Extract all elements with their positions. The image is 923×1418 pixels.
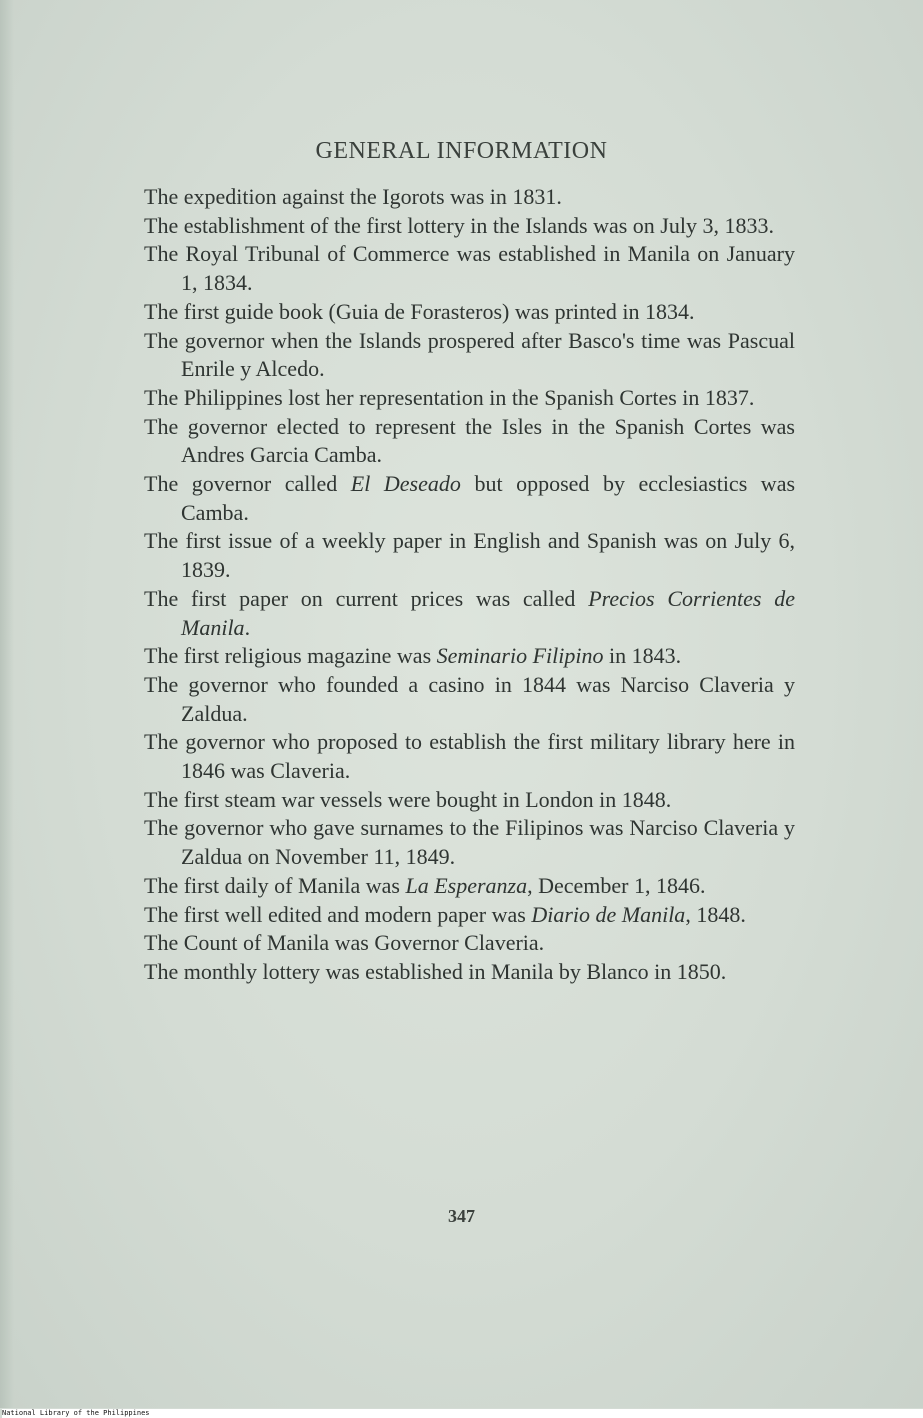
list-item: The governor who proposed to establish the first military library here in 1846 was Claveria. bbox=[144, 729, 795, 784]
list-item: The Philippines lost her representation in the Spanish Cortes in 1837. bbox=[144, 384, 755, 410]
list-item: The first issue of a weekly paper in English and Spanish was on July 6, 1839. bbox=[144, 528, 795, 583]
list-item: The first well edited and modern paper was Diario de Manila, 1848. bbox=[144, 901, 746, 927]
list-item: The governor when the Islands prospered after Basco's time was Pascual Enrile y Alcedo. bbox=[144, 327, 795, 382]
list-item: The governor called El Deseado but opposed by ecclesiastics was Camba. bbox=[144, 471, 796, 525]
italic-title: Seminario Filipino bbox=[436, 643, 604, 669]
page-heading: GENERAL INFORMATION bbox=[315, 138, 608, 164]
list-item: The Count of Manila was Governor Claveria. bbox=[144, 930, 545, 956]
italic-title: El Deseado bbox=[350, 471, 461, 497]
italic-title: Diario de Manila bbox=[531, 901, 686, 927]
list-item: The expedition against the Igorots was in 1831. bbox=[144, 184, 562, 209]
list-item: The first religious magazine was Seminario Filipino in 1843. bbox=[144, 643, 682, 669]
page-binding-shadow bbox=[0, 0, 14, 1408]
list-item: The first paper on current prices was called Precios Corrientes de Manila. bbox=[144, 585, 796, 640]
list-item: The governor who founded a casino in 1844 was Narciso Claveria y Zaldua. bbox=[144, 671, 795, 726]
list-item: The Royal Tribunal of Commerce was established in Manila on January 1, 1834. bbox=[144, 241, 795, 296]
list-item: The governor elected to represent the Isles in the Spanish Cortes was Andres Garcia Camba. bbox=[144, 413, 795, 468]
list-item: The first steam war vessels were bought in London in 1848. bbox=[144, 786, 672, 812]
page-number: 347 bbox=[448, 1206, 475, 1226]
list-item: The establishment of the first lottery in the Islands was on July 3, 1833. bbox=[144, 212, 774, 238]
italic-title: Precios Corrientes de Manila bbox=[181, 585, 796, 640]
list-item: The monthly lottery was established in Manila by Blanco in 1850. bbox=[144, 958, 727, 984]
list-item: The first daily of Manila was La Esperanza, December 1, 1846. bbox=[144, 872, 706, 898]
list-item: The governor who gave surnames to the Filipinos was Narciso Claveria y Zaldua on November 11, 1849. bbox=[144, 815, 795, 870]
list-item: The first guide book (Guia de Forasteros) was printed in 1834. bbox=[144, 298, 695, 324]
general-information-list bbox=[144, 183, 795, 987]
italic-title: La Esperanza bbox=[405, 872, 528, 898]
footer-credit: National Library of the Philippines bbox=[2, 1409, 923, 1418]
